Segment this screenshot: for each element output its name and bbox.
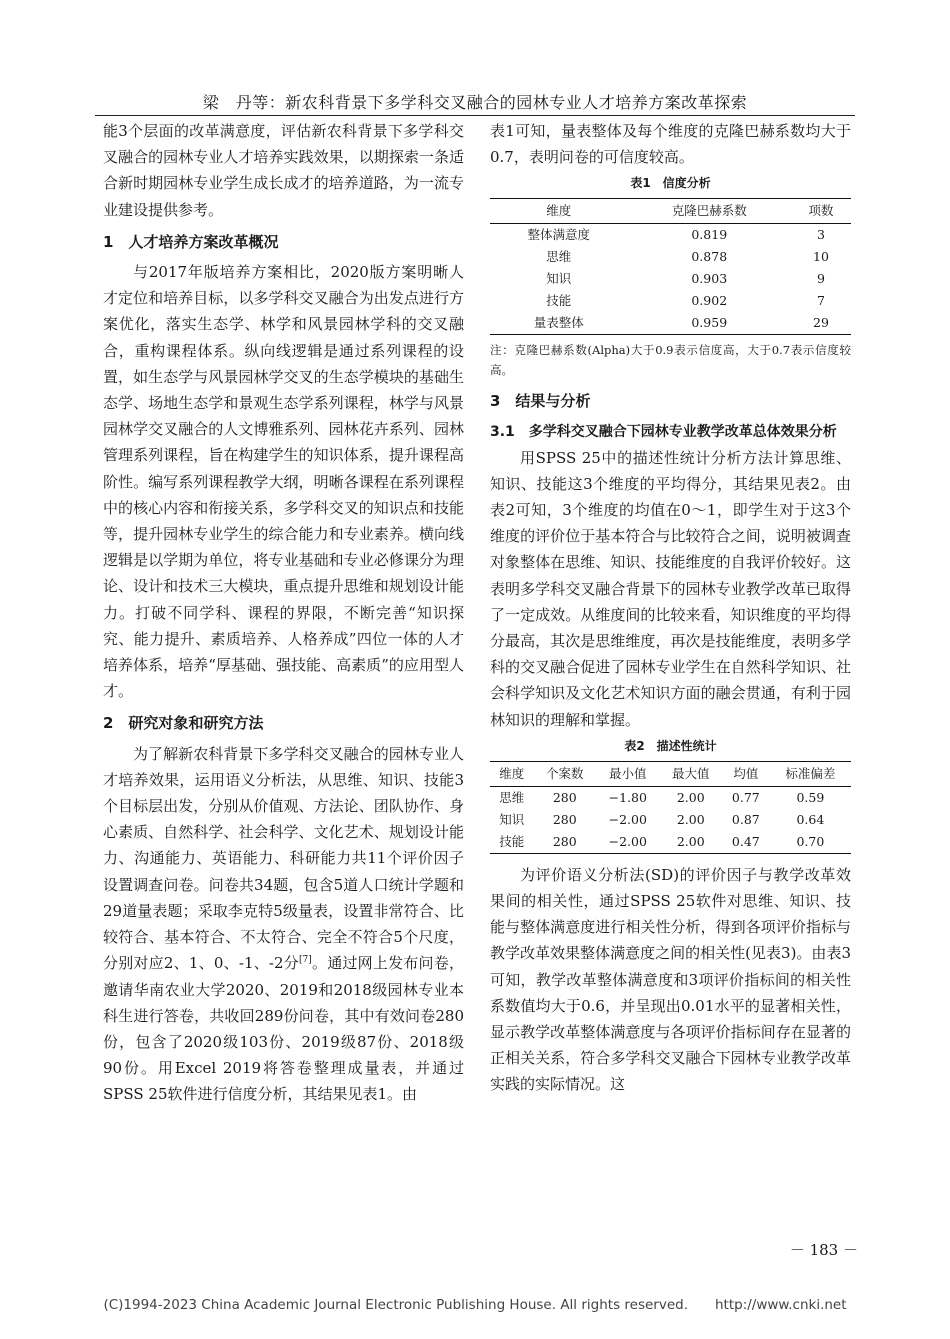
table-cell: −1.80 [608,789,647,805]
table-row [490,246,851,268]
header-rule [95,115,855,116]
table2-descriptive [490,761,851,854]
table-cell: 0.902 [691,293,728,309]
table-row [490,224,851,247]
page-number: － 183 － [789,1241,858,1259]
copyright-footer: (C)1994-2023 China Academic Journal Electronic Publishing House. All rights reserved. http://www.cnki.net [103,1297,847,1313]
table-cell: 0.70 [770,831,851,854]
section-2-text-cont: 。通过网上发布问卷，邀请华南农业大学2020、2019和2018级园林专业本科生进行答卷，共收回289份问卷，其中有效问卷280份，包含了2020级103份、2019级87份、2018级90份。用Excel 2019将答卷整理成量表，并通过SPSS 25软件进行信度分析，其结果见表1。由 [103,954,464,1104]
table2-col-max: 最大值 [660,761,722,786]
section-3-heading: 3 结果与分析 [490,392,591,411]
section-2-text: 为了解新农科背景下多学科交叉融合的园林专业人才培养效果，运用语义分析法，从思维、知识、技能3个目标层出发，分别从价值观、方法论、团队协作、身心素质、自然科学、社会科学、文化艺术、规划设计能力、沟通能力、英语能力、科研能力共11个评价因子设置调查问卷。问卷共34题，包含5道人口统计学题和29道量表题；采取李克特5级量表，设置非常符合、比较符合、基本符合、不太符合、完全不符合5个尺度，分别对应2、1、0、-1、-2分 [103,744,464,973]
table-cell: 知识 [546,271,572,287]
table-cell: 280 [552,811,577,827]
table-row [490,786,851,809]
table2-col-mean: 均值 [722,761,770,786]
table-cell: 知识 [499,811,525,827]
table2-col-sd: 标准偏差 [770,761,851,786]
table-cell: 0.959 [628,312,791,335]
table1-intro-paragraph: 表1可知，量表整体及每个维度的克隆巴赫系数均大于0.7，表明问卷的可信度较高。 [490,122,851,167]
table-cell: 0.878 [691,249,728,265]
reference-mark[interactable]: [7] [299,955,312,966]
table-cell: −2.00 [608,811,647,827]
section-3-1-paragraph: 用SPSS 25中的描述性统计分析方法计算思维、知识、技能这3个维度的平均得分，其结果见表2。由表2可知，3个维度的均值在0～1，即学生对于这3个维度的评价位于基本符合与比较符合之间，说明被调查对象整体在思维、知识、技能维度的自我评价较好。这表明多学科交叉融合背景下的园林专业教学改革已取得了一定成效。从维度间的比较来看，知识维度的平均得分最高，其次是思维维度，再次是技能维度，表明多学科的交叉融合促进了园林专业学生在自然科学知识、社会科学知识及文化艺术知识方面的融会贯通，有利于园林知识的理解和掌握。 [490,448,851,729]
left-column [103,118,464,1108]
table-cell: 量表整体 [490,312,628,335]
table-row [490,290,851,312]
table1-col-dimension: 维度 [490,199,628,224]
table-cell: 280 [552,789,577,805]
table-cell: 2.00 [660,831,722,854]
table-cell: 3 [817,227,825,243]
table-cell: 280 [534,831,596,854]
table-cell: 整体满意度 [527,227,591,243]
table-row [490,268,851,290]
table1-col-alpha: 克隆巴赫系数 [628,199,791,224]
table-cell: −2.00 [596,831,660,854]
table1-header-row [490,199,851,224]
table-cell: 2.00 [676,811,705,827]
table2-col-dimension: 维度 [490,761,534,786]
table2-col-min: 最小值 [596,761,660,786]
table2-caption: 表2 描述性统计 [624,738,717,753]
section-2-paragraph [103,741,464,1108]
table-cell: 2.00 [676,789,705,805]
right-column [490,118,851,1098]
table-cell: 技能 [546,293,572,309]
table-cell: 0.87 [731,811,760,827]
table-cell: 29 [791,312,851,335]
table1-note: 注：克隆巴赫系数(Alpha)大于0.9表示信度高，大于0.7表示信度较高。 [490,343,851,378]
table1-reliability [490,198,851,335]
table-cell: 0.77 [731,789,760,805]
table1-caption: 表1 信度分析 [630,176,711,191]
table-cell: 0.64 [796,811,825,827]
table-cell: 7 [817,293,825,309]
table2-header-row [490,761,851,786]
table-cell: 思维 [499,789,525,805]
table2-col-n: 个案数 [534,761,596,786]
table-cell: 0.903 [691,271,728,287]
table-cell: 0.47 [722,831,770,854]
intro-paragraph: 能3个层面的改革满意度，评估新农科背景下多学科交叉融合的园林专业人才培养实践效果，以期探索一条适合新时期园林专业学生成长成才的培养道路，为一流专业建设提供参考。 [103,122,464,219]
table-row [490,809,851,831]
section-3-1-heading: 3.1 多学科交叉融合下园林专业教学改革总体效果分析 [490,423,837,440]
table-cell: 思维 [546,249,572,265]
section-1-heading: 1 人才培养方案改革概况 [103,232,279,251]
table1-col-items: 项数 [791,199,851,224]
table-cell: 9 [817,271,825,287]
correlation-paragraph: 为评价语义分析法(SD)的评价因子与教学改革效果间的相关性，通过SPSS 25软件对思维、知识、技能与整体满意度进行相关性分析，得到各项评价指标与教学改革效果整体满意度之间的相关性(见表3)。由表3可知，教学改革整体满意度和3项评价指标间的相关性系数值均大于0.6，并呈现出0.01水平的显著相关性，显示教学改革整体满意度与各项评价指标间存在显著的正相关关系，符合多学科交叉融合下园林专业教学改革实践的实际情况。这 [490,865,851,1094]
table-cell: 10 [813,249,829,265]
table-row [490,831,851,854]
table-cell: 技能 [490,831,534,854]
section-2-heading: 2 研究对象和研究方法 [103,714,264,733]
table-row [490,312,851,335]
section-1-paragraph: 与2017年版培养方案相比，2020版方案明晰人才定位和培养目标，以多学科交叉融合为出发点进行方案优化，落实生态学、林学和风景园林学科的交叉融合，重构课程体系。纵向线逻辑是通过系列课程的设置，如生态学与风景园林学交叉的生态学模块的基础生态学、场地生态学和景观生态学系列课程，林学与风景园林学交叉融合的人文博雅系列、园林花卉系列、园林管理系列课程，旨在构建学生的知识体系，提升课程高阶性。编写系列课程教学大纲，明晰各课程在系列课程中的核心内容和衔接关系，多学科交叉的知识点和技能等，提升园林专业学生的综合能力和专业素养。横向线逻辑是以学期为单位，将专业基础和专业必修课分为理论、设计和技术三大模块，重点提升思维和规划设计能力。打破不同学科、课程的界限，不断完善“知识探究、能力提升、素质培养、人格养成”四位一体的人才培养体系，培养“厚基础、强技能、高素质”的应用型人才。 [103,263,464,701]
running-header: 梁 丹等：新农科背景下多学科交叉融合的园林专业人才培养方案改革探索 [202,93,748,112]
table-cell: 0.819 [691,227,728,243]
table-cell: 0.59 [796,789,825,805]
